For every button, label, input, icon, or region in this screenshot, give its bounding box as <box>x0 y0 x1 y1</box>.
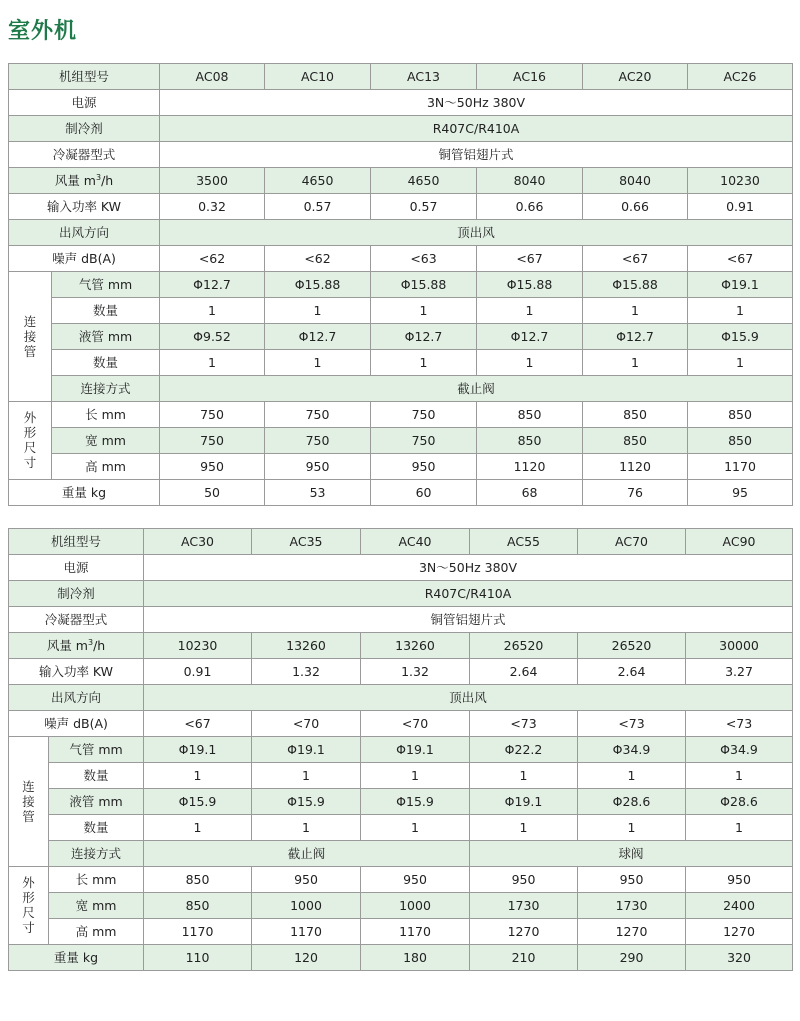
weight-cell: 110 <box>144 945 252 971</box>
height-cell: 1120 <box>583 454 688 480</box>
weight-cell: 60 <box>371 480 477 506</box>
airflow-cell: 4650 <box>265 168 371 194</box>
refrigerant-value: R407C/R410A <box>160 116 793 142</box>
gas-pipe-cell: Φ12.7 <box>160 272 265 298</box>
liquid-pipe-cell: Φ9.52 <box>160 324 265 350</box>
label-length: 长 mm <box>52 402 160 428</box>
model-cell: AC90 <box>686 529 793 555</box>
qty-cell: 1 <box>160 350 265 376</box>
length-cell: 850 <box>583 402 688 428</box>
input-power-cell: 1.32 <box>361 659 470 685</box>
label-outlet: 出风方向 <box>9 220 160 246</box>
power-value: 3N～50Hz 380V <box>144 555 793 581</box>
liquid-pipe-cell: Φ15.9 <box>688 324 793 350</box>
weight-cell: 50 <box>160 480 265 506</box>
label-gas-pipe: 气管 mm <box>49 737 144 763</box>
qty-cell: 1 <box>686 763 793 789</box>
height-cell: 1170 <box>144 919 252 945</box>
qty-cell: 1 <box>265 350 371 376</box>
row-noise <box>9 246 793 272</box>
row-condenser <box>9 607 793 633</box>
row-refrigerant <box>9 581 793 607</box>
row-weight <box>9 480 793 506</box>
noise-cell: <62 <box>265 246 371 272</box>
gas-pipe-cell: Φ19.1 <box>252 737 361 763</box>
length-cell: 750 <box>160 402 265 428</box>
noise-cell: <73 <box>686 711 793 737</box>
liquid-pipe-cell: Φ15.9 <box>144 789 252 815</box>
spec-table-1 <box>8 63 793 506</box>
height-cell: 1270 <box>578 919 686 945</box>
height-cell: 1170 <box>252 919 361 945</box>
airflow-cell: 13260 <box>361 633 470 659</box>
input-power-cell: 3.27 <box>686 659 793 685</box>
row-power <box>9 555 793 581</box>
noise-cell: <67 <box>477 246 583 272</box>
row-airflow <box>9 168 793 194</box>
width-cell: 850 <box>688 428 793 454</box>
liquid-pipe-cell: Φ19.1 <box>470 789 578 815</box>
row-model <box>9 64 793 90</box>
power-value: 3N～50Hz 380V <box>160 90 793 116</box>
row-weight <box>9 945 793 971</box>
label-width: 宽 mm <box>52 428 160 454</box>
qty-cell: 1 <box>265 298 371 324</box>
input-power-cell: 0.66 <box>583 194 688 220</box>
liquid-pipe-cell: Φ15.9 <box>252 789 361 815</box>
label-model: 机组型号 <box>9 64 160 90</box>
airflow-cell: 30000 <box>686 633 793 659</box>
qty-cell: 1 <box>160 298 265 324</box>
gas-pipe-cell: Φ15.88 <box>265 272 371 298</box>
height-cell: 950 <box>265 454 371 480</box>
label-input-power: 输入功率 KW <box>9 659 144 685</box>
noise-cell: <67 <box>583 246 688 272</box>
row-condenser <box>9 142 793 168</box>
row-gas-pipe <box>9 272 793 298</box>
row-connection <box>9 841 793 867</box>
gas-pipe-cell: Φ15.88 <box>371 272 477 298</box>
qty-cell: 1 <box>252 763 361 789</box>
model-cell: AC40 <box>361 529 470 555</box>
row-liquid-pipe <box>9 324 793 350</box>
qty-cell: 1 <box>477 350 583 376</box>
qty-cell: 1 <box>578 815 686 841</box>
model-cell: AC16 <box>477 64 583 90</box>
row-width <box>9 893 793 919</box>
condenser-value: 铜管铝翅片式 <box>144 607 793 633</box>
row-noise <box>9 711 793 737</box>
row-length <box>9 867 793 893</box>
noise-cell: <67 <box>144 711 252 737</box>
weight-cell: 290 <box>578 945 686 971</box>
airflow-cell: 4650 <box>371 168 477 194</box>
label-noise: 噪声 dB(A) <box>9 246 160 272</box>
model-cell: AC08 <box>160 64 265 90</box>
row-liquid-pipe <box>9 789 793 815</box>
noise-cell: <63 <box>371 246 477 272</box>
qty-cell: 1 <box>688 350 793 376</box>
gas-pipe-cell: Φ19.1 <box>144 737 252 763</box>
row-width <box>9 428 793 454</box>
noise-cell: <67 <box>688 246 793 272</box>
spec-table-2 <box>8 528 793 971</box>
weight-cell: 210 <box>470 945 578 971</box>
label-airflow: 风量 $m^3/h$ <box>9 168 160 194</box>
row-power <box>9 90 793 116</box>
qty-cell: 1 <box>470 763 578 789</box>
length-cell: 750 <box>371 402 477 428</box>
group-pipe: 连接管 <box>9 737 49 867</box>
model-cell: AC26 <box>688 64 793 90</box>
model-cell: AC55 <box>470 529 578 555</box>
airflow-cell: 3500 <box>160 168 265 194</box>
label-width: 宽 mm <box>49 893 144 919</box>
group-dimensions: 外形尺寸 <box>9 402 52 480</box>
label-noise: 噪声 dB(A) <box>9 711 144 737</box>
liquid-pipe-cell: Φ12.7 <box>477 324 583 350</box>
airflow-cell: 26520 <box>578 633 686 659</box>
label-power: 电源 <box>9 90 160 116</box>
row-gas-qty <box>9 298 793 324</box>
weight-cell: 76 <box>583 480 688 506</box>
model-cell: AC30 <box>144 529 252 555</box>
noise-cell: <62 <box>160 246 265 272</box>
label-connection: 连接方式 <box>49 841 144 867</box>
model-cell: AC20 <box>583 64 688 90</box>
qty-cell: 1 <box>361 763 470 789</box>
noise-cell: <73 <box>470 711 578 737</box>
input-power-cell: 2.64 <box>470 659 578 685</box>
outlet-value: 顶出风 <box>144 685 793 711</box>
label-model: 机组型号 <box>9 529 144 555</box>
connection-value-a: 截止阀 <box>144 841 470 867</box>
gas-pipe-cell: Φ15.88 <box>477 272 583 298</box>
label-refrigerant: 制冷剂 <box>9 581 144 607</box>
qty-cell: 1 <box>688 298 793 324</box>
qty-cell: 1 <box>583 350 688 376</box>
label-length: 长 mm <box>49 867 144 893</box>
row-height <box>9 454 793 480</box>
connection-value: 截止阀 <box>160 376 793 402</box>
row-refrigerant <box>9 116 793 142</box>
input-power-cell: 1.32 <box>252 659 361 685</box>
label-liquid-pipe: 液管 mm <box>52 324 160 350</box>
row-gas-pipe <box>9 737 793 763</box>
liquid-pipe-cell: Φ12.7 <box>371 324 477 350</box>
label-qty: 数量 <box>49 763 144 789</box>
input-power-cell: 0.57 <box>371 194 477 220</box>
model-cell: AC70 <box>578 529 686 555</box>
width-cell: 750 <box>160 428 265 454</box>
length-cell: 950 <box>361 867 470 893</box>
qty-cell: 1 <box>470 815 578 841</box>
label-input-power: 输入功率 KW <box>9 194 160 220</box>
length-cell: 750 <box>265 402 371 428</box>
weight-cell: 68 <box>477 480 583 506</box>
group-dimensions: 外形尺寸 <box>9 867 49 945</box>
gas-pipe-cell: Φ34.9 <box>578 737 686 763</box>
row-model <box>9 529 793 555</box>
group-pipe: 连接管 <box>9 272 52 402</box>
label-qty: 数量 <box>52 350 160 376</box>
label-height: 高 mm <box>49 919 144 945</box>
gas-pipe-cell: Φ19.1 <box>361 737 470 763</box>
label-refrigerant: 制冷剂 <box>9 116 160 142</box>
width-cell: 1000 <box>361 893 470 919</box>
liquid-pipe-cell: Φ28.6 <box>578 789 686 815</box>
width-cell: 2400 <box>686 893 793 919</box>
airflow-cell: 13260 <box>252 633 361 659</box>
height-cell: 950 <box>160 454 265 480</box>
outlet-value: 顶出风 <box>160 220 793 246</box>
length-cell: 850 <box>144 867 252 893</box>
width-cell: 1730 <box>578 893 686 919</box>
length-cell: 950 <box>252 867 361 893</box>
liquid-pipe-cell: Φ12.7 <box>583 324 688 350</box>
width-cell: 850 <box>477 428 583 454</box>
label-condenser: 冷凝器型式 <box>9 607 144 633</box>
label-weight: 重量 kg <box>9 945 144 971</box>
height-cell: 1270 <box>470 919 578 945</box>
model-cell: AC10 <box>265 64 371 90</box>
page-title: 室外机 <box>8 18 78 44</box>
label-gas-pipe: 气管 mm <box>52 272 160 298</box>
length-cell: 950 <box>470 867 578 893</box>
row-airflow <box>9 633 793 659</box>
input-power-cell: 0.57 <box>265 194 371 220</box>
qty-cell: 1 <box>371 298 477 324</box>
gas-pipe-cell: Φ22.2 <box>470 737 578 763</box>
weight-cell: 120 <box>252 945 361 971</box>
liquid-pipe-cell: Φ12.7 <box>265 324 371 350</box>
connection-value-b: 球阀 <box>470 841 793 867</box>
airflow-cell: 26520 <box>470 633 578 659</box>
row-outlet <box>9 220 793 246</box>
row-input-power <box>9 659 793 685</box>
liquid-pipe-cell: Φ15.9 <box>361 789 470 815</box>
weight-cell: 53 <box>265 480 371 506</box>
gas-pipe-cell: Φ19.1 <box>688 272 793 298</box>
airflow-cell: 8040 <box>583 168 688 194</box>
height-cell: 950 <box>371 454 477 480</box>
width-cell: 850 <box>144 893 252 919</box>
condenser-value: 铜管铝翅片式 <box>160 142 793 168</box>
qty-cell: 1 <box>252 815 361 841</box>
label-outlet: 出风方向 <box>9 685 144 711</box>
length-cell: 950 <box>686 867 793 893</box>
input-power-cell: 0.91 <box>688 194 793 220</box>
row-liquid-qty <box>9 815 793 841</box>
refrigerant-value: R407C/R410A <box>144 581 793 607</box>
label-qty: 数量 <box>49 815 144 841</box>
width-cell: 750 <box>371 428 477 454</box>
airflow-cell: 10230 <box>688 168 793 194</box>
weight-cell: 320 <box>686 945 793 971</box>
height-cell: 1120 <box>477 454 583 480</box>
width-cell: 1730 <box>470 893 578 919</box>
qty-cell: 1 <box>144 763 252 789</box>
weight-cell: 180 <box>361 945 470 971</box>
qty-cell: 1 <box>477 298 583 324</box>
weight-cell: 95 <box>688 480 793 506</box>
label-power: 电源 <box>9 555 144 581</box>
length-cell: 850 <box>477 402 583 428</box>
length-cell: 950 <box>578 867 686 893</box>
height-cell: 1170 <box>361 919 470 945</box>
gas-pipe-cell: Φ15.88 <box>583 272 688 298</box>
qty-cell: 1 <box>144 815 252 841</box>
input-power-cell: 0.66 <box>477 194 583 220</box>
height-cell: 1170 <box>688 454 793 480</box>
qty-cell: 1 <box>371 350 477 376</box>
length-cell: 850 <box>688 402 793 428</box>
noise-cell: <70 <box>361 711 470 737</box>
label-condenser: 冷凝器型式 <box>9 142 160 168</box>
row-length <box>9 402 793 428</box>
input-power-cell: 2.64 <box>578 659 686 685</box>
gas-pipe-cell: Φ34.9 <box>686 737 793 763</box>
row-liquid-qty <box>9 350 793 376</box>
liquid-pipe-cell: Φ28.6 <box>686 789 793 815</box>
label-height: 高 mm <box>52 454 160 480</box>
height-cell: 1270 <box>686 919 793 945</box>
label-airflow: 风量 $m^3/h$ <box>9 633 144 659</box>
width-cell: 850 <box>583 428 688 454</box>
row-connection <box>9 376 793 402</box>
input-power-cell: 0.91 <box>144 659 252 685</box>
qty-cell: 1 <box>361 815 470 841</box>
row-height <box>9 919 793 945</box>
noise-cell: <70 <box>252 711 361 737</box>
model-cell: AC35 <box>252 529 361 555</box>
width-cell: 1000 <box>252 893 361 919</box>
input-power-cell: 0.32 <box>160 194 265 220</box>
qty-cell: 1 <box>578 763 686 789</box>
width-cell: 750 <box>265 428 371 454</box>
row-outlet <box>9 685 793 711</box>
qty-cell: 1 <box>583 298 688 324</box>
qty-cell: 1 <box>686 815 793 841</box>
airflow-cell: 10230 <box>144 633 252 659</box>
model-cell: AC13 <box>371 64 477 90</box>
label-connection: 连接方式 <box>52 376 160 402</box>
airflow-cell: 8040 <box>477 168 583 194</box>
label-weight: 重量 kg <box>9 480 160 506</box>
noise-cell: <73 <box>578 711 686 737</box>
row-gas-qty <box>9 763 793 789</box>
label-liquid-pipe: 液管 mm <box>49 789 144 815</box>
row-input-power <box>9 194 793 220</box>
label-qty: 数量 <box>52 298 160 324</box>
